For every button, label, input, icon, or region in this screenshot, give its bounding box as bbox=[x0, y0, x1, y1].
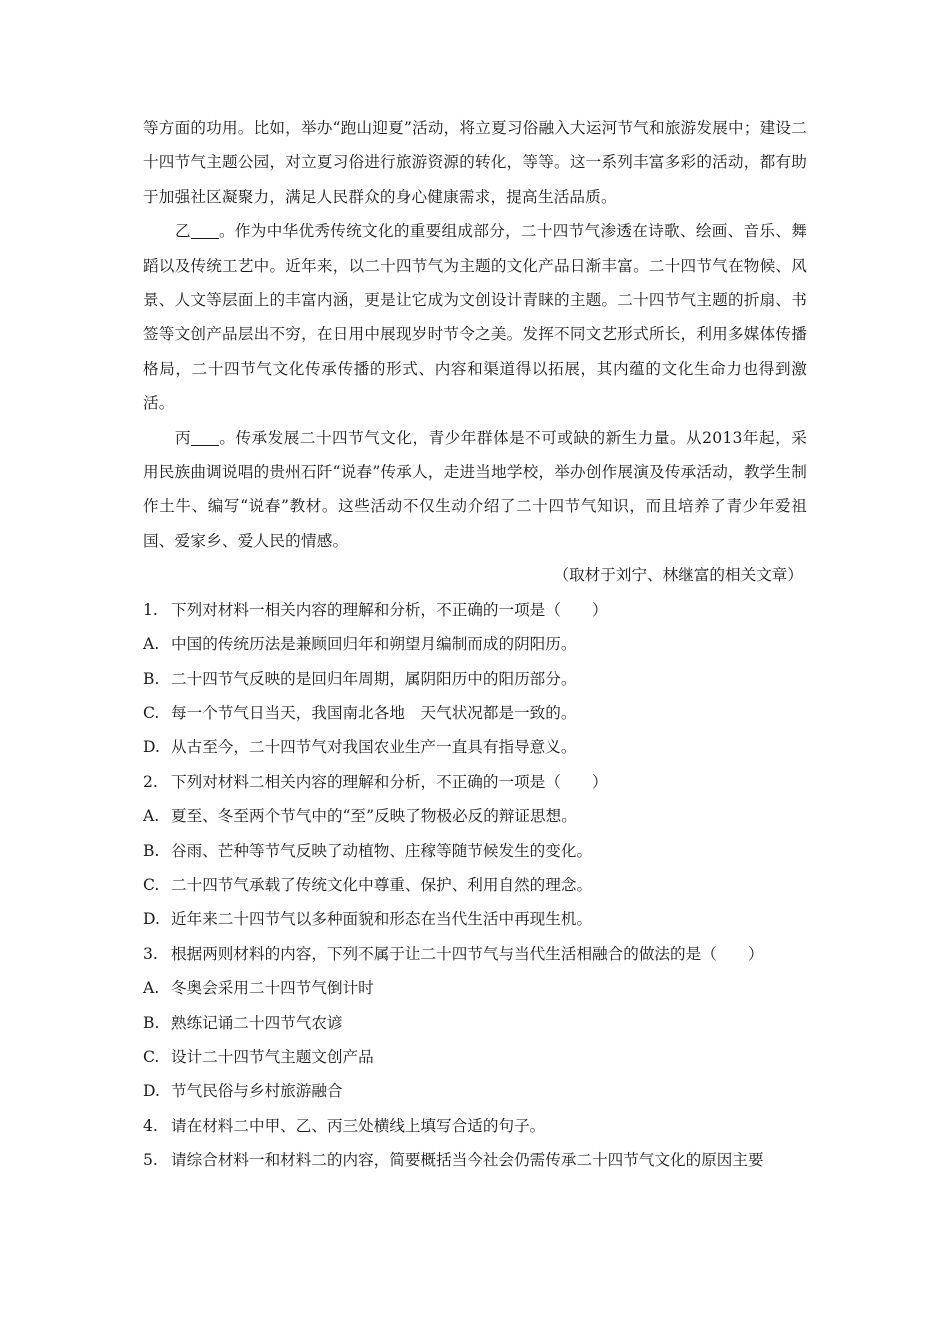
option-item bbox=[143, 730, 807, 764]
option-text: 冬奥会采用二十四节气倒计时 bbox=[171, 979, 374, 998]
question-stem: 根据两则材料的内容，下列不属于让二十四节气与当代生活相融合的做法的是（ ） bbox=[171, 944, 764, 963]
passage-paragraph-3 bbox=[143, 421, 807, 559]
option-letter: A. bbox=[143, 635, 160, 654]
option-item bbox=[143, 971, 807, 1005]
question-number: 3. bbox=[143, 944, 158, 963]
option-letter: D. bbox=[143, 910, 160, 929]
question-stem: 下列对材料一相关内容的理解和分析，不正确的一项是（ ） bbox=[171, 600, 608, 619]
question-stem: 请综合材料一和材料二的内容，简要概括当今社会仍需传承二十四节气文化的原因主要 bbox=[171, 1151, 764, 1170]
option-item bbox=[143, 696, 807, 730]
option-text: 设计二十四节气主题文创产品 bbox=[171, 1047, 374, 1066]
option-item bbox=[143, 1040, 807, 1074]
document-body bbox=[143, 111, 807, 1178]
option-text: 夏至、冬至两个节气中的“至”反映了物极必反的辩证思想。 bbox=[171, 807, 577, 826]
option-letter: A. bbox=[143, 807, 160, 826]
question-number: 2. bbox=[143, 772, 158, 791]
option-item bbox=[143, 834, 807, 868]
option-item bbox=[143, 799, 807, 833]
question-3 bbox=[143, 937, 807, 971]
blank-label-yi: 乙 bbox=[175, 222, 191, 241]
option-text: 每一个节气日当天，我国南北各地 天气状况都是一致的。 bbox=[171, 703, 577, 722]
question-5 bbox=[143, 1143, 807, 1177]
passage-paragraph-1: 等方面的功用。比如，举办“跑山迎夏”活动，将立夏习俗融入大运河节气和旅游发展中；建设二十四节气主题公园，对立夏习俗进行旅游资源的转化，等等。这一系列丰富多彩的活动，都有助于加强社区凝聚力，满足人民群众的身心健康需求，提高生活品质。 bbox=[143, 119, 807, 206]
option-text: 二十四节气承载了传统文化中尊重、保护、利用自然的理念。 bbox=[171, 875, 593, 894]
fill-blank-bing bbox=[191, 427, 219, 446]
blank-label-bing: 丙 bbox=[175, 428, 192, 447]
passage-paragraph-2 bbox=[143, 214, 807, 420]
option-item bbox=[143, 627, 807, 661]
option-text: 二十四节气反映的是回归年周期，属阴阳历中的阳历部分。 bbox=[171, 669, 577, 688]
passage-paragraph-3-text: 。传承发展二十四节气文化，青少年群体是不可或缺的新生力量。从2013年起，采用民族曲调说唱的贵州石阡“说春”传承人，走进当地学校，举办创作展演及传承活动，教学生制作土牛、编写“说春”教材。这些活动不仅生动介绍了二十四节气知识，而且培养了青少年爱祖国、爱家乡、爱人民的情感。 bbox=[143, 428, 807, 550]
question-1 bbox=[143, 593, 807, 627]
option-text: 从古至今，二十四节气对我国农业生产一直具有指导意义。 bbox=[171, 738, 577, 757]
option-letter: C. bbox=[143, 875, 160, 894]
fill-blank-yi bbox=[191, 220, 219, 239]
option-letter: D. bbox=[143, 738, 160, 757]
option-letter: C. bbox=[143, 1047, 160, 1066]
option-letter: C. bbox=[143, 703, 160, 722]
question-stem: 下列对材料二相关内容的理解和分析，不正确的一项是（ ） bbox=[171, 772, 608, 791]
option-item bbox=[143, 868, 807, 902]
question-number: 1. bbox=[143, 600, 158, 619]
option-text: 近年来二十四节气以多种面貌和形态在当代生活中再现生机。 bbox=[171, 910, 593, 929]
question-stem: 请在材料二中甲、乙、丙三处横线上填写合适的句子。 bbox=[171, 1116, 546, 1135]
option-item bbox=[143, 662, 807, 696]
option-text: 谷雨、芒种等节气反映了动植物、庄稼等随节候发生的变化。 bbox=[171, 841, 593, 860]
question-list bbox=[143, 593, 807, 1178]
option-item bbox=[143, 902, 807, 936]
question-4 bbox=[143, 1109, 807, 1143]
option-letter: D. bbox=[143, 1082, 160, 1101]
question-number: 4. bbox=[143, 1116, 158, 1135]
question-number: 5. bbox=[143, 1151, 158, 1170]
option-text: 熟练记诵二十四节气农谚 bbox=[171, 1013, 343, 1032]
option-text: 中国的传统历法是兼顾回归年和朔望月编制而成的阴阳历。 bbox=[171, 635, 577, 654]
option-item bbox=[143, 1006, 807, 1040]
question-2 bbox=[143, 765, 807, 799]
option-item bbox=[143, 1074, 807, 1108]
option-letter: A. bbox=[143, 979, 160, 998]
option-text: 节气民俗与乡村旅游融合 bbox=[171, 1082, 343, 1101]
option-letter: B. bbox=[143, 1013, 160, 1032]
option-letter: B. bbox=[143, 841, 160, 860]
passage-paragraph-2-text: 。作为中华优秀传统文化的重要组成部分，二十四节气渗透在诗歌、绘画、音乐、舞蹈以及传统工艺中。近年来，以二十四节气为主题的文化产品日渐丰富。二十四节气在物候、风景、人文等层面上的丰富内涵，更是让它成为文创设计青睐的主题。二十四节气主题的折扇、书签等文创产品层出不穷，在日用中展现岁时节令之美。发挥不同文艺形式所长，利用多媒体传播格局，二十四节气文化传承传播的形式、内容和渠道得以拓展，其内蕴的文化生命力也得到激活。 bbox=[143, 222, 808, 413]
source-citation: （取材于刘宁、林继富的相关文章） bbox=[553, 566, 803, 585]
option-letter: B. bbox=[143, 669, 160, 688]
